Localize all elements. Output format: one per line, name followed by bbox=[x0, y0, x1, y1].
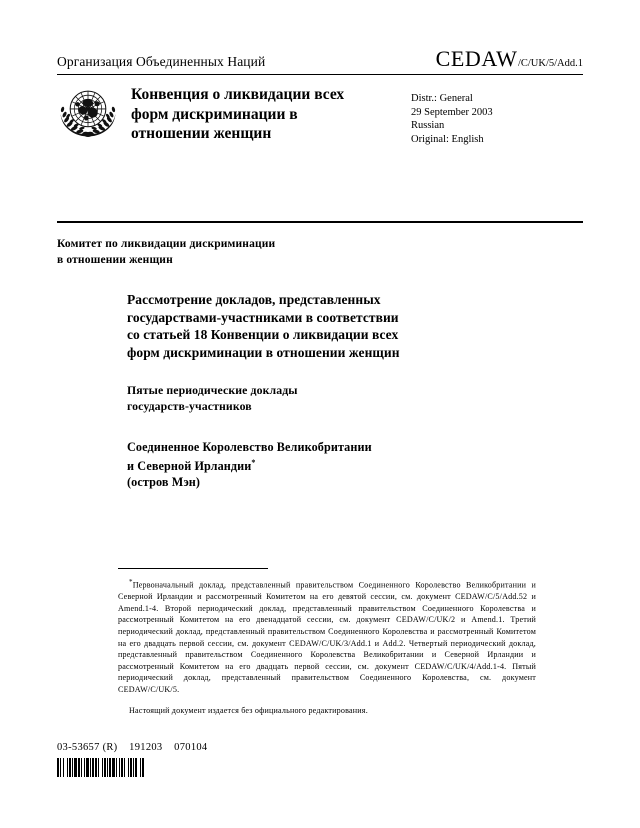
distribution-info bbox=[405, 84, 583, 146]
convention-title bbox=[131, 84, 405, 144]
masthead bbox=[57, 46, 583, 146]
page-title-line-2: государствами-участниками в соответствии bbox=[127, 309, 399, 325]
committee-heading-line-2: в отношении женщин bbox=[57, 253, 173, 266]
distribution-type: Distr.: General bbox=[411, 93, 473, 104]
page-title-line-1: Рассмотрение докладов, представленных bbox=[127, 292, 381, 307]
convention-title-line-3: отношении женщин bbox=[131, 125, 272, 142]
distribution-date: 29 September 2003 bbox=[411, 106, 493, 118]
document-symbol-main: CEDAW bbox=[435, 46, 518, 71]
footnote-marker: * bbox=[129, 578, 133, 586]
document-symbol-suffix: /C/UK/5/Add.1 bbox=[517, 58, 583, 69]
state-party-line-1: Соединенное Королевство Великобритании bbox=[127, 440, 372, 455]
footnote-reference-mark: * bbox=[251, 458, 256, 468]
page-title-line-3: со статьей 18 Конвенции о ликвидации всех bbox=[127, 327, 399, 343]
title-block bbox=[127, 291, 527, 490]
footnote-separator-rule bbox=[118, 568, 268, 569]
committee-heading bbox=[57, 237, 487, 268]
convention-title-line-1: Конвенция о ликвидации всех bbox=[131, 86, 345, 103]
page-title bbox=[127, 291, 527, 361]
convention-title-line-2: форм дискриминации в bbox=[131, 105, 298, 123]
page-footer bbox=[57, 742, 583, 777]
masthead-body-row bbox=[57, 75, 583, 146]
footnote-body bbox=[118, 577, 536, 696]
emblem-cell bbox=[57, 84, 131, 145]
footnote-body-text: Первоначальный доклад, представленный правительством Соединенного Королевство Великобритании и Северной Ирландии и рассмотренный Комитетом на его девятой сессии, см. документ CEDAW/C/5/Add.52 и Amend.1-4. Второй периодический доклад, представленный правительством Соединенного Королевства и рассмотренный Комитетом на его двенадцатой сессии, см. документ CEDAW/C/UK/2 и Amend.1. Третий периодический доклад, представленный правительством Соединенного Королевства и рассмотренный Комитетом на его двадцать первой сессии, см. документ CEDAW/C/UK/3/Add.1 и Add.2. Четвертый периодический доклад, представленный правительством Соединенного Королевства Великобритании и Северной Ирландии и рассмотренный Комитетом на его двадцать первой сессии, см. документ CEDAW/C/UK/4/Add.1-4. Пятый периодический доклад, представленный правительством Соединенного Королевства, см. документ CEDAW/C/UK/5. bbox=[118, 580, 536, 695]
barcode bbox=[57, 758, 203, 777]
state-party-name bbox=[127, 439, 527, 490]
report-subtitle-line-2: государств-участников bbox=[127, 398, 252, 413]
un-emblem-icon bbox=[57, 85, 119, 140]
state-party-line-2 bbox=[127, 455, 527, 474]
header-bottom-rule bbox=[57, 221, 583, 223]
job-number: 03-53657 (R) 191203 070104 bbox=[57, 742, 208, 753]
state-party-line-3: (остров Мэн) bbox=[127, 475, 201, 490]
distribution-original: Original: English bbox=[411, 133, 484, 145]
state-party-line-2-text: и Северной Ирландии bbox=[127, 459, 252, 474]
document-symbol bbox=[436, 46, 583, 72]
distribution-language: Russian bbox=[411, 120, 445, 132]
footnote-note: Настоящий документ издается без официального редактирования. bbox=[129, 705, 368, 715]
report-subtitle-line-1: Пятые периодические доклады bbox=[127, 383, 298, 398]
report-subtitle bbox=[127, 383, 527, 414]
footnote-block bbox=[118, 577, 536, 716]
masthead-top-row bbox=[57, 46, 583, 74]
organization-name: Организация Объединенных Наций bbox=[57, 54, 266, 69]
page-title-line-4: форм дискриминации в отношении женщин bbox=[127, 344, 400, 360]
committee-heading-line-1: Комитет по ликвидации дискриминации bbox=[57, 238, 276, 250]
